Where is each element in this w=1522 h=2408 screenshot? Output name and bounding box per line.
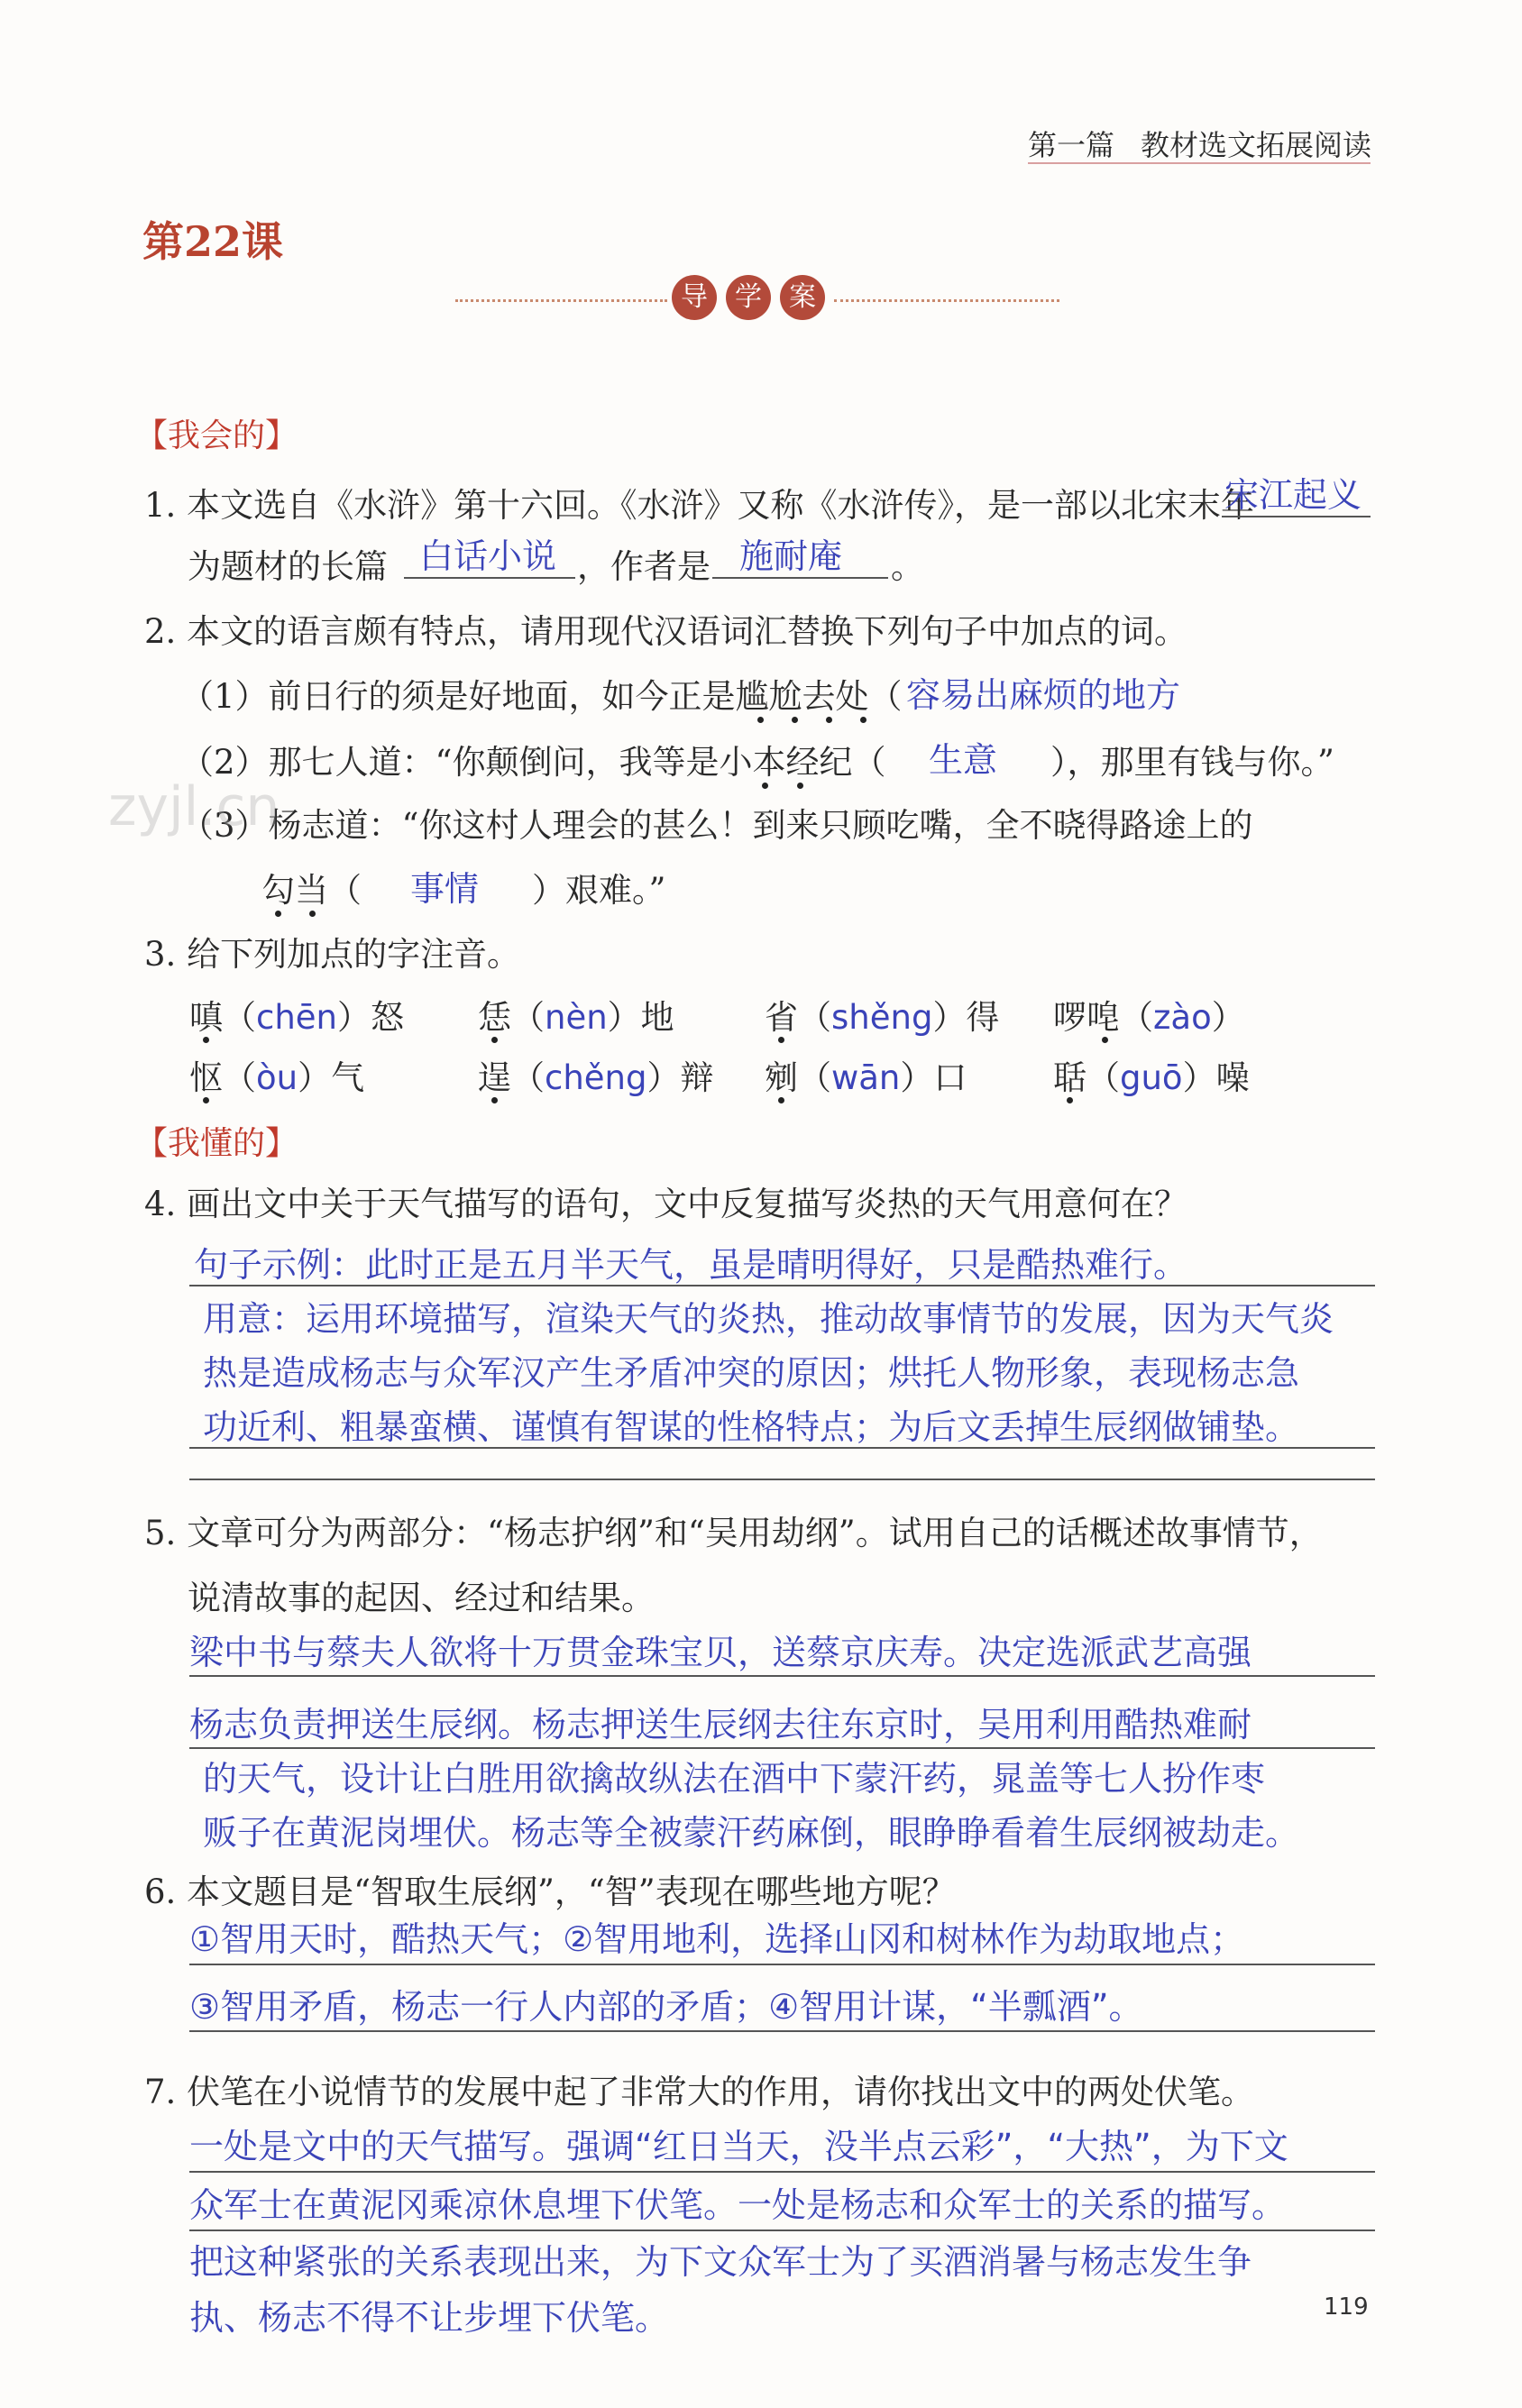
header-rule	[1028, 162, 1371, 164]
q7-answer-3: 把这种紧张的关系表现出来，为下文众军士为了买酒消暑与杨志发生争	[189, 2242, 1252, 2282]
emphasis-dot	[762, 783, 768, 789]
q1-line1: 1. 本文选自《水浒》第十六回。《水浒》又称《水浒传》，是一部以北宋末年	[144, 486, 1255, 525]
badge-char-1: 导	[672, 275, 717, 320]
section-heading-1: 【我会的】	[135, 417, 298, 454]
q5-stem-2: 说清故事的起因、经过和结果。	[188, 1579, 655, 1617]
q7-answer-4: 执、杨志不得不让步埋下伏笔。	[189, 2298, 670, 2338]
emphasis-dot	[309, 911, 316, 917]
q2-sentence-2b: ），那里有钱与你。”	[1050, 743, 1334, 782]
badge-right-dots	[834, 299, 1059, 302]
q5-answer-4: 贩子在黄泥岗埋伏。杨志等全被蒙汗药麻倒，眼睁睁看着生辰纲被劫走。	[203, 1813, 1300, 1853]
pinyin-item-4: 啰唣（zào）	[1053, 998, 1245, 1037]
emphasis-dot	[491, 1037, 498, 1043]
q4-answer-4: 功近利、粗暴蛮横、谨慎有智谋的性格特点；为后文丢掉生辰纲做铺垫。	[203, 1407, 1300, 1447]
q4-line-1	[189, 1285, 1375, 1286]
q7-line-2	[189, 2229, 1375, 2231]
emphasis-dot	[826, 717, 832, 723]
emphasis-dot	[1102, 1037, 1108, 1043]
q7-answer-2: 众军士在黄泥冈乘凉休息埋下伏笔。一处是杨志和众军士的关系的描写。	[189, 2185, 1287, 2225]
q2-sentence-3b: 勾当（	[261, 871, 362, 910]
emphasis-dot	[797, 783, 803, 789]
q6-line-1	[189, 1964, 1375, 1965]
section-heading-2: 【我懂的】	[135, 1125, 298, 1162]
emphasis-dot	[757, 717, 764, 723]
q1-line2b: ，作者是	[577, 547, 711, 586]
header-title: 教材选文拓展阅读	[1141, 128, 1372, 162]
badge-left-dots	[455, 299, 667, 302]
badge-char-2: 学	[726, 275, 771, 320]
pinyin-item-7: 剜（wān）口	[765, 1058, 967, 1097]
q6-answer-2: ③智用矛盾，杨志一行人内部的矛盾；④智用计谋，“半瓢酒”。	[189, 1987, 1143, 2027]
q4-answer-3: 热是造成杨志与众军汉产生矛盾冲突的原因；烘托人物形象，表现杨志急	[203, 1353, 1300, 1393]
emphasis-dot	[203, 1097, 209, 1103]
q2-answer-3: 事情	[410, 869, 480, 909]
watermark: zyjl.cn	[108, 775, 280, 838]
q1-answer-2: 白话小说	[419, 536, 557, 576]
q5-stem-1: 5. 文章可分为两部分：“杨志护纲”和“吴用劫纲”。试用自己的话概述故事情节，	[144, 1514, 1323, 1552]
q1-line2a: 为题材的长篇	[188, 547, 388, 586]
emphasis-dot	[778, 1037, 784, 1043]
emphasis-dot	[860, 717, 866, 723]
q4-stem: 4. 画出文中关于天气描写的语句，文中反复描写炎热的天气用意何在？	[144, 1185, 1188, 1223]
q1-line2c: 。	[891, 547, 924, 586]
pinyin-item-1: 嗔（chēn）怒	[189, 998, 405, 1037]
q2-answer-1: 容易出麻烦的地方	[906, 675, 1181, 715]
q2-answer-2: 生意	[929, 740, 998, 780]
q5-line-2	[189, 1747, 1375, 1749]
page-number: 119	[1324, 2294, 1369, 2321]
q2-sentence-3a: （3）杨志道：“你这村人理会的甚么！到来只顾吃嘴，全不晓得路途上的	[180, 806, 1253, 845]
pinyin-item-3: 省（shěng）得	[765, 998, 1000, 1037]
q1-blank-3	[712, 577, 888, 579]
q6-line-2	[189, 2030, 1375, 2032]
pinyin-item-6: 逞（chěng）辩	[478, 1058, 714, 1097]
q6-answer-1: ①智用天时，酷热天气；②智用地利，选择山冈和树林作为劫取地点；	[189, 1919, 1245, 1959]
q2-stem: 2. 本文的语言颇有特点，请用现代汉语词汇替换下列句子中加点的词。	[144, 612, 1188, 651]
q5-answer-2: 杨志负责押送生辰纲。杨志押送生辰纲去往东京时，吴用利用酷热难耐	[189, 1705, 1252, 1744]
q1-answer-1: 宋江起义	[1224, 475, 1362, 515]
badge-char-3: 案	[780, 275, 825, 320]
q7-stem: 7. 伏笔在小说情节的发展中起了非常大的作用，请你找出文中的两处伏笔。	[144, 2073, 1255, 2111]
q4-line-2	[189, 1447, 1375, 1449]
q4-answer-1: 句子示例：此时正是五月半天气，虽是晴明得好，只是酷热难行。	[194, 1245, 1188, 1285]
q2-sentence-1: （1）前日行的须是好地面，如今正是尴尬去处（	[180, 677, 903, 716]
emphasis-dot	[1067, 1097, 1073, 1103]
pinyin-item-8: 聒（guō）噪	[1053, 1058, 1250, 1097]
q5-line-1	[189, 1675, 1375, 1677]
q1-blank-2	[404, 577, 575, 579]
emphasis-dot	[792, 717, 798, 723]
pinyin-item-5: 怄（òu）气	[189, 1058, 365, 1097]
q7-answer-1: 一处是文中的天气描写。强调“红日当天，没半点云彩”，“大热”，为下文	[189, 2127, 1288, 2166]
q1-blank-1	[1222, 516, 1371, 517]
emphasis-dot	[778, 1097, 784, 1103]
q3-stem: 3. 给下列加点的字注音。	[144, 935, 521, 974]
header-section: 第一篇	[1028, 128, 1115, 162]
emphasis-dot	[491, 1097, 498, 1103]
emphasis-dot	[203, 1037, 209, 1043]
q2-sentence-3c: ）艰难。”	[532, 871, 666, 910]
pinyin-item-2: 恁（nèn）地	[478, 998, 674, 1037]
q6-stem: 6. 本文题目是“智取生辰纲”，“智”表现在哪些地方呢？	[144, 1872, 956, 1911]
q4-line-3	[189, 1479, 1375, 1480]
emphasis-dot	[275, 911, 281, 917]
lesson-title: 第22课	[142, 217, 284, 266]
q2-sentence-2a: （2）那七人道：“你颠倒问，我等是小本经纪（	[180, 743, 886, 782]
q1-answer-3: 施耐庵	[739, 536, 843, 576]
q5-answer-1: 梁中书与蔡夫人欲将十万贯金珠宝贝，送蔡京庆寿。决定选派武艺高强	[189, 1633, 1252, 1672]
q4-answer-2: 用意：运用环境描写，渲染天气的炎热，推动故事情节的发展，因为天气炎	[203, 1299, 1334, 1339]
q7-line-1	[189, 2171, 1375, 2173]
q5-answer-3: 的天气，设计让白胜用欲擒故纵法在酒中下蒙汗药，晁盖等七人扮作枣	[203, 1759, 1266, 1799]
